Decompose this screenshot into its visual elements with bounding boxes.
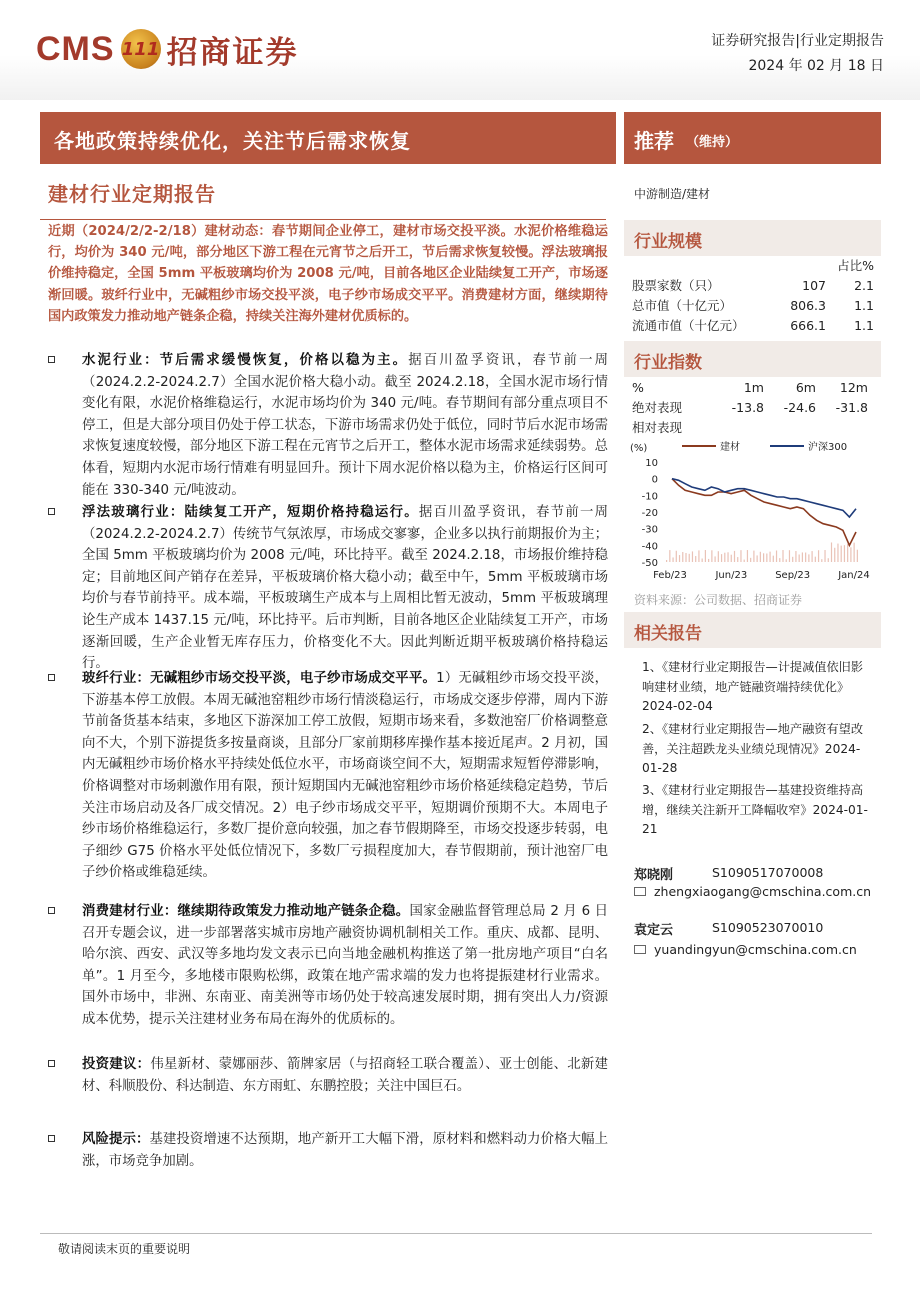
volume-bar <box>747 550 748 562</box>
volume-bar <box>786 559 787 562</box>
table-row <box>632 315 874 335</box>
volume-bar <box>782 550 783 562</box>
bullet-head: 水泥行业：节后需求缓慢恢复，价格以稳为主。 <box>82 353 409 368</box>
row-label: 相对表现 <box>632 420 683 435</box>
volume-bar <box>698 550 699 562</box>
bullet-square-icon <box>48 1060 55 1067</box>
index-table <box>632 377 868 437</box>
bullet-body: 基建投资增速不达预期，地产新开工大幅下滑，原材料和燃料动力价格大幅上涨，市场竞争加剧。 <box>82 1132 609 1169</box>
row-value: -13.8 <box>731 399 764 415</box>
volume-bar <box>692 551 693 562</box>
volume-bar <box>792 557 793 562</box>
row-label: 股票家数（只） <box>632 278 720 293</box>
volume-bar <box>757 555 758 562</box>
y-tick-label: 10 <box>645 458 658 469</box>
y-axis-label: (%) <box>630 443 648 454</box>
author-id: S1090523070010 <box>712 920 824 935</box>
col-header: 1m <box>743 379 764 395</box>
volume-bar <box>847 544 848 562</box>
volume-bar <box>695 556 696 562</box>
volume-bar <box>776 551 777 562</box>
volume-bar <box>857 550 858 562</box>
section-title: 相关报告 <box>634 624 702 644</box>
volume-bar <box>744 560 745 562</box>
y-tick-label: -20 <box>641 508 658 519</box>
volume-bar <box>805 553 806 562</box>
volume-bar <box>734 551 735 562</box>
volume-bar <box>666 560 667 562</box>
rating-note: （维持） <box>686 135 739 150</box>
y-tick-label: -30 <box>641 524 658 536</box>
col-header: % <box>632 379 644 395</box>
volume-bar <box>808 554 809 562</box>
x-tick-label: Jan/24 <box>838 570 870 581</box>
section-header-related <box>624 612 881 648</box>
author-name: 袁定云 <box>634 923 674 938</box>
volume-bar <box>779 558 780 562</box>
y-tick-label: -50 <box>641 558 658 569</box>
volume-bar <box>795 551 796 562</box>
volume-bar <box>799 554 800 562</box>
author-name: 郑晓刚 <box>634 868 674 883</box>
legend-label: 建材 <box>720 442 740 453</box>
industry-category: 中游制造/建材 <box>634 187 711 201</box>
bullet-square-icon <box>48 356 55 363</box>
bullet-head: 投资建议： <box>82 1057 151 1072</box>
volume-bar <box>834 548 835 562</box>
y-tick-label: 0 <box>651 474 658 486</box>
rating-bar <box>624 112 881 164</box>
section-header-index <box>624 341 881 377</box>
section-header-scale <box>624 220 881 256</box>
volume-bar <box>841 546 842 562</box>
volume-bar <box>850 547 851 562</box>
y-tick-label: -10 <box>641 491 658 503</box>
bullet-head: 风险提示： <box>82 1132 150 1147</box>
volume-bar <box>844 545 845 562</box>
volume-bar <box>702 559 703 562</box>
series-line-hs300 <box>672 479 856 517</box>
volume-bar <box>737 557 738 562</box>
row-value: 666.1 <box>790 317 826 333</box>
volume-bar <box>715 556 716 562</box>
bullet-body: 据百川盈孚资讯，春节前一周（2024.2.2-2024.2.7）全国水泥价格大稳小动。截至 2024.2.18，全国水泥市场行情变化有限，水泥价格维稳运行，水泥市场均价为 340 元/吨。春节期间有部分重点项目不停工，但是大部分项目仍处于停工状态，下游市场需求仍处于低位，同时节后水泥市场需求恢复速度较慢，部分地区下游工程在元宵节之后开工，整体水泥市场需求延续弱势。总体看，短期内水泥市场行情难有明显回升。预计下周水泥价格以稳为主，价格运行区间可能在 330-340 元/吨波动。 <box>82 353 609 498</box>
scale-table <box>632 255 874 335</box>
volume-bar <box>789 550 790 562</box>
bullet-head: 消费建材行业：继续期待政策发力推动地产链条企稳。 <box>82 904 410 919</box>
bullet-body: 1）无碱粗纱市场交投平淡，下游基本停工放假。本周无碱池窑粗纱市场行情淡稳运行，市场成交逐步停滞，周内下游节前备货基本结束，多地区下游深加工停工放假，短期市场来看，多数池窑厂价格调整意向不大，个别下游提货多按量商谈，且部分厂家前期移库操作基本接近尾声。2 月初，国内无碱粗纱市场价格水平持续处低位水平，市场商谈空间不大，短期需求短暂停滞影响，价格调整对市场刺激作用有限，预计短期国内无碱池窑粗纱市场价格延续稳定趋势，节后关注市场启动及各厂成交情况。2）电子纱市场成交平平，短期调价预期不大。本周电子纱市场价格维稳运行，多数厂提价意向较强，加之春节假期降至，市场交投逐步转弱，电子细纱 G75 价格水平处低位情况下，多数厂亏损程度加大，春节假期前，预计池窑厂电子纱价格或维稳延续。 <box>82 671 608 881</box>
x-tick-label: Sep/23 <box>775 570 811 581</box>
row-value <box>816 417 868 437</box>
row-value: -24.6 <box>783 399 816 415</box>
volume-bar <box>831 542 832 562</box>
volume-bar <box>689 554 690 562</box>
mail-icon <box>634 887 646 896</box>
volume-bar <box>753 551 754 562</box>
volume-bar <box>818 550 819 562</box>
report-date: 2024 年 02 月 18 日 <box>748 58 884 74</box>
volume-bar <box>763 553 764 562</box>
volume-bar <box>718 551 719 562</box>
table-row <box>632 295 874 315</box>
col-header: 6m <box>795 379 816 395</box>
index-chart <box>630 436 880 592</box>
row-pct: 1.1 <box>854 297 874 313</box>
volume-bar <box>682 552 683 562</box>
report-subtitle: 建材行业定期报告 <box>48 182 216 206</box>
volume-bar <box>676 551 677 562</box>
bullet-body: 据百川盈孚资讯，春节前一周（2024.2.2-2024.2.7）传统节气氛浓厚，市场成交寥寥，企业多以执行前期报价为主；全国 5mm 平板玻璃均价为 2008 元/吨，环比持平。截至 2024.2.18，市场报价维持稳定；目前地区间产销存在差异，平板玻璃价格大稳小动；截至中午，5mm 平板玻璃市场均价与春节前持平。成本端，平板玻璃生产成本与上周相比暂无波动，5mm 平板玻璃理论生产成本 1437.15 元/吨，环比持平。后市判断，目前各地区企业陆续复工开产，市场逐渐回暖，生产企业暂无库存压力，价格变化不大。因此判断近期平板玻璃价格持稳运行。 <box>82 505 609 672</box>
footer-divider <box>40 1233 872 1234</box>
x-tick-label: Jun/23 <box>715 570 748 581</box>
row-label: 绝对表现 <box>632 400 683 415</box>
row-value <box>764 417 816 437</box>
volume-bar <box>711 550 712 562</box>
author-email[interactable]: yuandingyun@cmschina.com.cn <box>654 942 857 957</box>
volume-bar <box>837 544 838 562</box>
section-title: 行业指数 <box>634 353 702 373</box>
volume-bar <box>824 550 825 562</box>
title-bar <box>40 112 616 164</box>
y-tick-label: -40 <box>641 541 658 553</box>
bullet-body: 伟星新材、蒙娜丽莎、箭牌家居（与招商轻工联合覆盖）、亚士创能、北新建材、科顺股份、科达制造、东方雨虹、东鹏控股；关注中国巨石。 <box>82 1057 608 1094</box>
volume-bar <box>766 554 767 562</box>
row-value: -31.8 <box>835 399 868 415</box>
row-label: 流通市值（十亿元） <box>632 318 745 333</box>
summary-paragraph: 近期（2024/2/2-2/18）建材动态：春节期间企业停工，建材市场交投平淡。水泥价格维稳运行，均价为 340 元/吨，部分地区下游工程在元宵节之后开工，节后需求恢复较慢。浮法玻璃报价维持稳定，全国 5mm 平板玻璃均价为 2008 元/吨，目前各地区企业陆续复工开产，市场逐渐回暖。玻纤行业中，无碱粗纱市场交投平淡，电子纱市场成交平平。消费建材方面，继续期待国内政策发力推动地产链条企稳，持续关注海外建材优质标的。 <box>48 224 608 324</box>
volume-bar <box>812 551 813 562</box>
row-value: 806.3 <box>790 297 826 313</box>
scale-header: 占比% <box>837 258 874 273</box>
volume-bar <box>727 552 728 562</box>
volume-bar <box>708 559 709 562</box>
legend-label: 沪深300 <box>808 442 848 453</box>
divider <box>40 219 606 220</box>
volume-bar <box>740 550 741 562</box>
x-tick-label: Feb/23 <box>653 570 687 581</box>
section-title: 行业规模 <box>634 232 702 252</box>
volume-bar <box>685 553 686 562</box>
volume-bar <box>731 555 732 562</box>
page-title: 各地政策持续优化，关注节后需求恢复 <box>54 129 411 153</box>
row-value: 107 <box>802 277 826 293</box>
volume-bar <box>721 554 722 562</box>
table-row <box>632 275 874 295</box>
related-report-2[interactable]: 2、《建材行业定期报告—地产融资有望改善，关注超跌龙头业绩兑现情况》2024-01-28 <box>642 722 864 775</box>
bullet-head: 玻纤行业：无碱粗纱市场交投平淡，电子纱市场成交平平。 <box>82 671 437 686</box>
bullet-square-icon <box>48 907 55 914</box>
volume-bar <box>802 552 803 562</box>
author-id: S1090517070008 <box>712 865 824 880</box>
row-pct: 2.1 <box>854 277 874 293</box>
related-report-1[interactable]: 1、《建材行业定期报告—计提减值依旧影响建材业绩，地产链融资端持续优化》2024-02-04 <box>642 660 864 713</box>
volume-bar <box>760 552 761 562</box>
volume-bar <box>815 557 816 562</box>
bullet-square-icon <box>48 508 55 515</box>
report-type: 证券研究报告|行业定期报告 <box>711 33 884 49</box>
logo-en: CMS <box>36 29 115 68</box>
logo-emblem-icon: 111 <box>121 29 161 69</box>
related-report-3[interactable]: 3、《建材行业定期报告—基建投资维持高增，继续关注新开工降幅收窄》2024-01-21 <box>642 783 868 836</box>
row-pct: 1.1 <box>854 317 874 333</box>
author-email[interactable]: zhengxiaogang@cmschina.com.cn <box>654 884 872 899</box>
bullet-square-icon <box>48 674 55 681</box>
volume-bar <box>672 557 673 562</box>
volume-bar <box>773 556 774 562</box>
volume-bar <box>821 559 822 562</box>
bullet-square-icon <box>48 1135 55 1142</box>
bullet-head: 浮法玻璃行业：陆续复工开产，短期价格持稳运行。 <box>82 505 419 520</box>
volume-bar <box>750 558 751 562</box>
row-label: 总市值（十亿元） <box>632 298 733 313</box>
row-value <box>712 417 764 437</box>
rating-label: 推荐 <box>634 129 674 153</box>
table-row <box>632 417 868 437</box>
mail-icon <box>634 945 646 954</box>
volume-bar <box>669 550 670 562</box>
cms-logo <box>36 26 299 72</box>
chart-svg <box>630 436 880 592</box>
chart-source: 资料来源：公司数据、招商证券 <box>634 593 803 607</box>
volume-bar <box>705 550 706 562</box>
volume-bar <box>769 552 770 562</box>
footer-note: 敬请阅读末页的重要说明 <box>58 1242 191 1256</box>
volume-bar <box>854 543 855 562</box>
table-row <box>632 397 868 417</box>
bullet-body: 国家金融监督管理总局 2 月 6 日召开专题会议，进一步部署落实城市房地产融资协调机制相关工作。重庆、成都、昆明、哈尔滨、西安、武汉等多地均发文表示已向当地金融机构推送了第一批房地产项目“白名单”。1 月至今，多地楼市限购松绑，政策在地产需求端的发力也将提振建材行业需求。国外市场中，非洲、东南亚、南美洲等市场仍处于较高速发展时期，拥有突出人力/资源成本优势，提示关注建材业务布局在海外的优质标的。 <box>82 904 608 1027</box>
col-header: 12m <box>839 379 868 395</box>
volume-bar <box>679 555 680 562</box>
logo-cn: 招商证券 <box>166 34 299 71</box>
volume-bar <box>724 553 725 562</box>
volume-bar <box>828 558 829 562</box>
